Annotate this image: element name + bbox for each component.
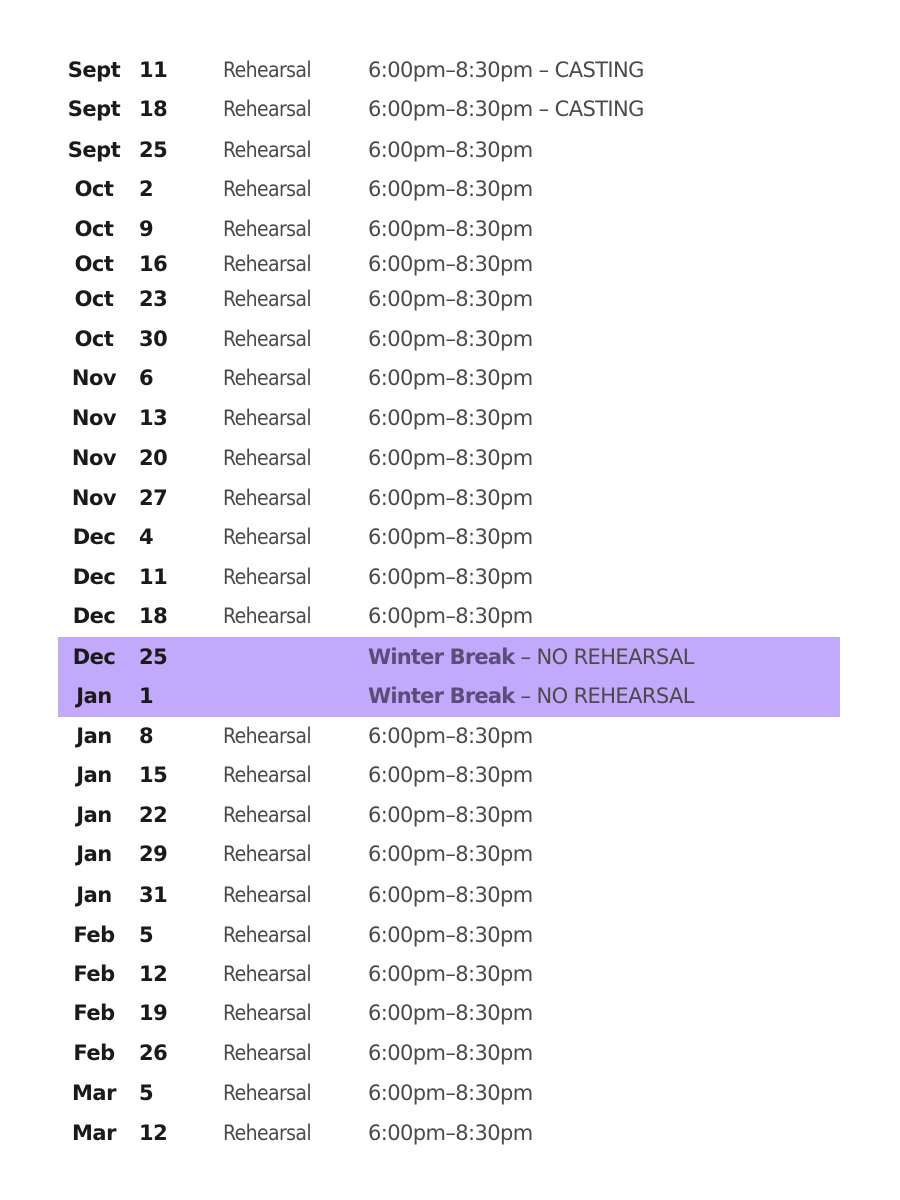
row-day: 6 [139,366,154,390]
schedule-row [0,599,900,633]
row-event: Rehearsal [223,1041,312,1065]
row-event: Rehearsal [223,287,312,311]
row-event: Rehearsal [223,58,312,82]
row-month: Jan [76,842,112,866]
row-time: 6:00pm–8:30pm [368,962,533,986]
schedule-row [0,957,900,991]
row-month: Sept [67,138,121,162]
row-day: 18 [139,604,168,628]
row-event: Rehearsal [223,842,312,866]
row-event: Rehearsal [223,1121,312,1145]
row-day: 5 [139,1081,154,1105]
row-time: 6:00pm–8:30pm [368,923,533,947]
row-month: Oct [74,327,114,351]
row-month: Dec [72,604,116,628]
schedule-row [0,481,900,515]
schedule-row [0,560,900,594]
row-month: Nov [71,366,117,390]
winter-break-label: Winter Break [368,645,515,669]
schedule-row [0,878,900,912]
row-time: 6:00pm–8:30pm [368,217,533,241]
row-event: Rehearsal [223,565,312,589]
row-month: Jan [76,883,112,907]
row-time: 6:00pm–8:30pm [368,1041,533,1065]
schedule-row [0,1116,900,1150]
schedule-row [0,837,900,871]
row-time: 6:00pm–8:30pm [368,1081,533,1105]
row-month: Feb [73,962,115,986]
schedule-row [0,247,900,281]
row-day: 19 [139,1001,168,1025]
row-event: Rehearsal [223,724,312,748]
schedule-row [0,758,900,792]
row-event: Rehearsal [223,525,312,549]
row-day: 26 [139,1041,168,1065]
row-event: Rehearsal [223,486,312,510]
row-time: 6:00pm–8:30pm [368,406,533,430]
row-time: 6:00pm–8:30pm [368,366,533,390]
schedule-row [0,1076,900,1110]
row-month: Jan [76,724,112,748]
row-month: Feb [73,1041,115,1065]
row-event: Rehearsal [223,138,312,162]
schedule-row [0,92,900,126]
schedule-row [0,172,900,206]
row-time: 6:00pm–8:30pm [368,252,533,276]
row-day: 29 [139,842,168,866]
row-time: 6:00pm–8:30pm – CASTING [368,97,644,121]
row-month: Mar [72,1121,116,1145]
row-day: 8 [139,724,154,748]
row-day: 1 [139,684,154,708]
row-day: 13 [139,406,168,430]
row-day: 11 [139,58,168,82]
row-time [368,679,694,713]
row-month: Oct [74,177,114,201]
row-day: 4 [139,525,154,549]
row-day: 18 [139,97,168,121]
schedule-row-winter-break [0,679,900,713]
row-month: Feb [73,1001,115,1025]
no-rehearsal-note: – NO REHEARSAL [514,645,694,669]
row-day: 12 [139,962,168,986]
row-time: 6:00pm–8:30pm – CASTING [368,58,644,82]
row-event: Rehearsal [223,763,312,787]
row-time: 6:00pm–8:30pm [368,327,533,351]
row-event: Rehearsal [223,803,312,827]
row-month: Oct [74,252,114,276]
row-day: 16 [139,252,168,276]
schedule-row [0,212,900,246]
schedule-row [0,520,900,554]
row-month: Nov [71,446,117,470]
schedule-row [0,322,900,356]
row-time: 6:00pm–8:30pm [368,803,533,827]
row-time: 6:00pm–8:30pm [368,565,533,589]
row-time: 6:00pm–8:30pm [368,604,533,628]
row-month: Oct [74,287,114,311]
row-event: Rehearsal [223,1081,312,1105]
row-day: 20 [139,446,168,470]
row-time: 6:00pm–8:30pm [368,177,533,201]
row-event: Rehearsal [223,406,312,430]
schedule-row [0,918,900,952]
row-day: 2 [139,177,154,201]
row-event: Rehearsal [223,97,312,121]
row-month: Jan [76,763,112,787]
row-month: Feb [73,923,115,947]
row-day: 9 [139,217,154,241]
row-month: Sept [67,58,121,82]
row-event: Rehearsal [223,252,312,276]
row-time: 6:00pm–8:30pm [368,1121,533,1145]
row-month: Oct [74,217,114,241]
row-month: Dec [72,525,116,549]
row-event: Rehearsal [223,177,312,201]
row-event: Rehearsal [223,217,312,241]
row-event: Rehearsal [223,366,312,390]
row-time [368,640,694,674]
schedule-row [0,133,900,167]
row-day: 15 [139,763,168,787]
schedule-row [0,1036,900,1070]
schedule-row [0,996,900,1030]
row-month: Nov [71,486,117,510]
row-day: 27 [139,486,168,510]
row-time: 6:00pm–8:30pm [368,842,533,866]
row-month: Jan [76,684,112,708]
row-day: 25 [139,645,168,669]
schedule-row [0,401,900,435]
row-day: 5 [139,923,154,947]
row-day: 30 [139,327,168,351]
row-time: 6:00pm–8:30pm [368,525,533,549]
row-day: 23 [139,287,168,311]
schedule-row-winter-break [0,640,900,674]
row-event: Rehearsal [223,883,312,907]
row-month: Dec [72,645,116,669]
schedule-row [0,798,900,832]
row-time: 6:00pm–8:30pm [368,287,533,311]
row-time: 6:00pm–8:30pm [368,883,533,907]
row-time: 6:00pm–8:30pm [368,446,533,470]
row-day: 11 [139,565,168,589]
row-month: Sept [67,97,121,121]
row-month: Nov [71,406,117,430]
row-month: Jan [76,803,112,827]
schedule-row [0,361,900,395]
row-day: 25 [139,138,168,162]
row-time: 6:00pm–8:30pm [368,486,533,510]
row-event: Rehearsal [223,446,312,470]
row-time: 6:00pm–8:30pm [368,1001,533,1025]
row-event: Rehearsal [223,962,312,986]
row-event: Rehearsal [223,327,312,351]
schedule-row [0,53,900,87]
schedule-row [0,282,900,316]
row-month: Mar [72,1081,116,1105]
row-day: 22 [139,803,168,827]
row-time: 6:00pm–8:30pm [368,724,533,748]
row-month: Dec [72,565,116,589]
row-time: 6:00pm–8:30pm [368,138,533,162]
schedule-row [0,719,900,753]
row-event: Rehearsal [223,1001,312,1025]
no-rehearsal-note: – NO REHEARSAL [514,684,694,708]
winter-break-label: Winter Break [368,684,515,708]
row-event: Rehearsal [223,604,312,628]
schedule-row [0,441,900,475]
row-time: 6:00pm–8:30pm [368,763,533,787]
row-event: Rehearsal [223,923,312,947]
row-day: 31 [139,883,168,907]
row-day: 12 [139,1121,168,1145]
